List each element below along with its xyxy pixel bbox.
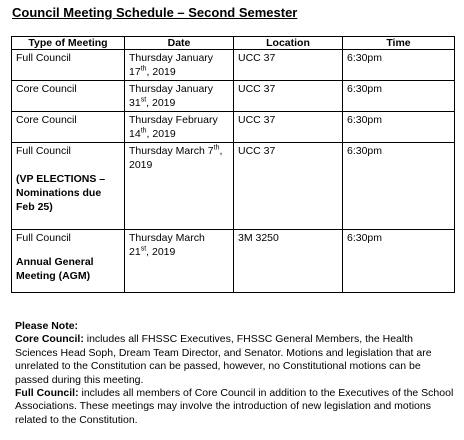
meeting-date-cell [125,143,234,230]
notes-section [15,320,455,427]
meeting-type-cell [12,112,125,143]
full-council-text: includes all members of Core Council in addition to the Executives of the School Associations. These meetings may involve the introduction of new legislation and motions related to the Constitution. [15,387,454,426]
meeting-time: 6:30pm [347,232,383,244]
date-text: Thursday March [129,232,205,244]
meeting-location-cell [234,81,343,112]
date-text: Thursday January [129,52,214,64]
meeting-time-cell [343,81,455,112]
meeting-date-cell [125,81,234,112]
meeting-type-note: Annual General Meeting (AGM) [16,256,94,282]
meeting-time-cell [343,230,455,293]
date-suffix: th [213,144,220,152]
meeting-location-cell [234,143,343,230]
meeting-type-note: (VP ELECTIONS – Nominations due Feb 25) [16,173,106,213]
meeting-type: Full Council [16,232,71,244]
meeting-location: UCC 37 [238,52,276,64]
date-comma: , [219,145,223,157]
full-council-note [15,387,455,427]
notes-heading: Please Note: [15,320,79,332]
meeting-location-cell [234,230,343,293]
meeting-time-cell [343,112,455,143]
meeting-location: 3M 3250 [238,232,279,244]
header-location: Location [234,37,343,50]
meeting-location-cell [234,112,343,143]
table-row [12,112,455,143]
date-year: , 2019 [146,128,176,140]
meeting-time-cell [343,50,455,81]
table-row [12,143,455,230]
meeting-type-cell [12,143,125,230]
meeting-date-cell [125,50,234,81]
meeting-date-cell [125,230,234,293]
core-council-text: includes all FHSSC Executives, FHSSC General Members, the Health Sciences Head Soph, Dream Team Director, and Senator. Motions and legislation that are unrelated to the Constitution can be passed, however, no Constitutional motions can be passed during this meeting. [15,333,432,386]
meeting-type-cell [12,50,125,81]
date-year: , 2019 [146,66,176,78]
meeting-type: Core Council [16,114,77,126]
core-council-label: Core Council: [15,333,84,346]
date-suffix: st [140,96,147,104]
date-text: Thursday January [129,83,214,95]
date-day: 21 [129,246,141,258]
date-day: 17 [129,66,141,78]
date-suffix: th [140,127,147,135]
meeting-type: Core Council [16,83,77,95]
meeting-location-cell [234,50,343,81]
date-text: Thursday March 7 [129,145,214,157]
date-year: 2019 [129,159,153,171]
meeting-type-cell [12,81,125,112]
table-row [12,81,455,112]
date-day: 31 [129,97,141,109]
meeting-time: 6:30pm [347,83,383,95]
header-time: Time [343,37,455,50]
date-text: Thursday February [129,114,218,126]
date-year: , 2019 [146,97,176,109]
meeting-location: UCC 37 [238,145,276,157]
date-day: 14 [129,128,141,140]
table-header-row [12,37,455,50]
meeting-time-cell [343,143,455,230]
meeting-date-cell [125,112,234,143]
meeting-type: Full Council [16,145,71,157]
page-title: Council Meeting Schedule – Second Semester [12,5,298,20]
meeting-type-cell [12,230,125,293]
core-council-note [15,333,455,387]
full-council-label: Full Council: [15,387,79,400]
meeting-location: UCC 37 [238,83,276,95]
date-year: , 2019 [146,246,176,258]
meeting-time: 6:30pm [347,145,383,157]
meeting-schedule-table [11,36,455,293]
header-date: Date [125,37,234,50]
meeting-location: UCC 37 [238,114,276,126]
date-suffix: st [140,245,147,253]
meeting-time: 6:30pm [347,52,383,64]
meeting-type: Full Council [16,52,71,64]
table-row [12,50,455,81]
meeting-time: 6:30pm [347,114,383,126]
header-type: Type of Meeting [12,37,125,50]
table-row [12,230,455,293]
date-suffix: th [140,65,147,73]
